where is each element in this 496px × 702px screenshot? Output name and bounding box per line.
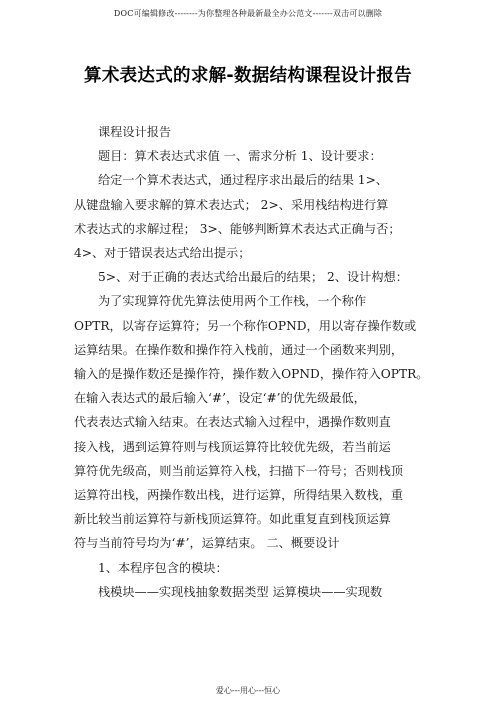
paragraph bbox=[74, 120, 434, 144]
text-line: 接入栈，遇到运算符则与栈顶运算符比较优先级，若当前运 bbox=[74, 439, 391, 454]
text-line: 为了实现算符优先算法使用两个工作栈，一个称作 bbox=[98, 294, 367, 309]
page-header: DOC可编辑修改--------为你整理各种最新最全办公范文-------双击可以删除 bbox=[113, 9, 383, 18]
text-line: 符与当前符号均为‘#’，运算结束。 二、概要设计 bbox=[74, 536, 340, 551]
paragraph bbox=[74, 144, 434, 168]
text-line: 1、本程序包含的模块： bbox=[98, 560, 228, 575]
paragraph bbox=[74, 193, 434, 266]
text-line: 输入的是操作数还是操作符，操作数入OPND，操作符入OPTR。 bbox=[74, 367, 429, 382]
text-line: 算符优先级高，则当前运算符入栈，扫描下一符号；否则栈顶 bbox=[74, 463, 404, 478]
paragraph bbox=[74, 314, 434, 556]
text-line: 从键盘输入要求解的算术表达式； 2>、采用栈结构进行算 bbox=[74, 197, 389, 212]
paragraph bbox=[74, 289, 434, 313]
text-line: 在输入表达式的最后输入‘#’，设定‘#’的优先级最低， bbox=[74, 391, 366, 406]
text-line: OPTR，以寄存运算符；另一个称作OPND，用以寄存操作数或 bbox=[74, 318, 417, 333]
text-line: 术表达式的求解过程； 3>、能够判断算术表达式正确与否； bbox=[74, 221, 401, 236]
text-line: 运算符出栈，两操作数出栈，进行运算，所得结果入数栈，重 bbox=[74, 488, 404, 503]
paragraph bbox=[74, 168, 434, 192]
paragraph bbox=[74, 265, 434, 289]
document-body bbox=[74, 120, 434, 604]
paragraph bbox=[74, 556, 434, 580]
text-line: 5>、对于正确的表达式给出最后的结果； 2、设计构想： bbox=[98, 270, 408, 285]
paragraph bbox=[74, 580, 434, 604]
text-line: 运算结果。在操作数和操作符入栈前，通过一个函数来判别， bbox=[74, 342, 404, 357]
text-line: 4>、对于错误表达式给出提示； bbox=[74, 246, 251, 261]
page-footer: 爱心---用心---恒心 bbox=[215, 686, 281, 695]
text-line: 题目：算术表达式求值 一、需求分析 1、设计要求： bbox=[98, 149, 382, 164]
text-line: 代表表达式输入结束。在表达式输入过程中，遇操作数则直 bbox=[74, 415, 391, 430]
text-line: 栈模块——实现栈抽象数据类型 运算模块——实现数 bbox=[98, 584, 383, 599]
text-line: 课程设计报告 bbox=[98, 125, 172, 139]
text-line: 新比较当前运算符与新栈顶运算符。如此重复直到栈顶运算 bbox=[74, 512, 391, 527]
document-title: 算术表达式的求解-数据结构课程设计报告 bbox=[84, 66, 412, 86]
text-line: 给定一个算术表达式，通过程序求出最后的结果 1>、 bbox=[98, 173, 388, 188]
